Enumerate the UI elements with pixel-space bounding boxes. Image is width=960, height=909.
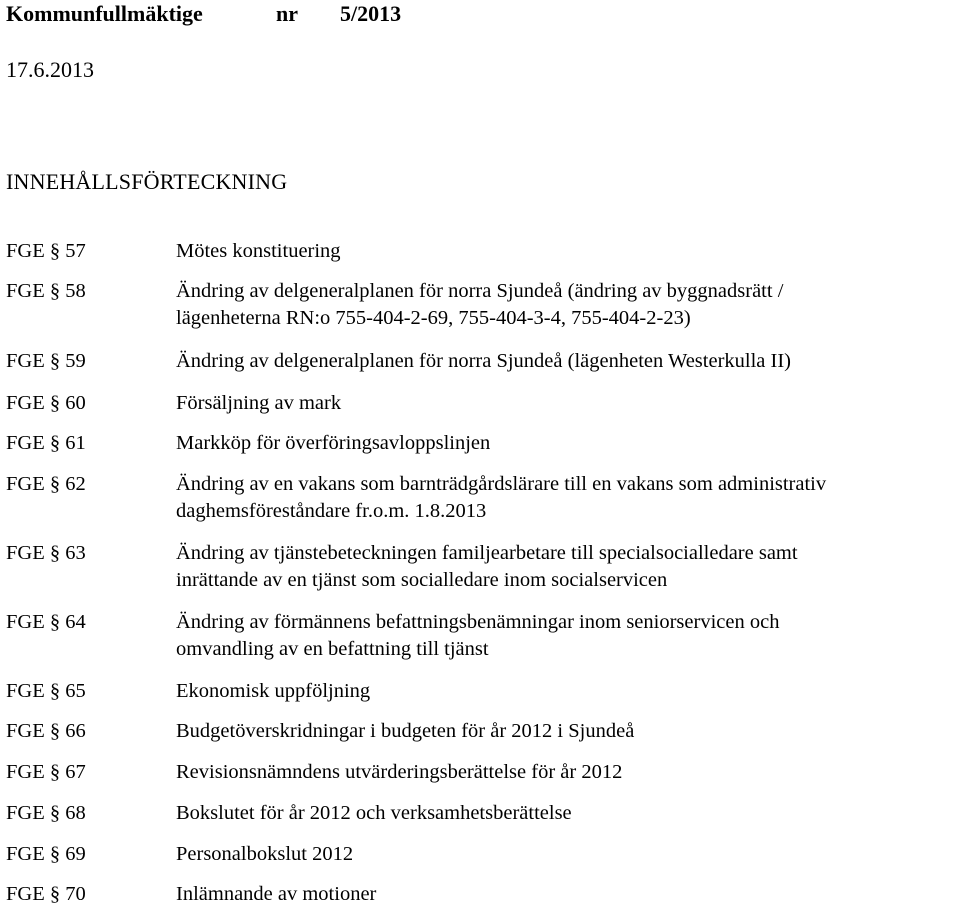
section-title: Ändring av delgeneralplanen för norra Sjundeå (lägenheten Westerkulla II) [176,350,791,372]
section-code: FGE § 68 [6,802,86,824]
section-title: Personalbokslut 2012 [176,843,354,865]
section-title: Inlämnande av motioner [176,883,377,905]
section-code: FGE § 62 [6,473,86,495]
section-title: Ändring av tjänstebeteckningen familjearbetare till specialsocialledare samt inrättande av en tjänst som socialledare inom socialservicen [176,542,798,591]
section-code: FGE § 70 [6,883,86,905]
section-title: Bokslutet för år 2012 och verksamhetsberättelse [176,802,572,824]
section-code: FGE § 63 [6,542,86,564]
section-code: FGE § 61 [6,432,86,454]
section-code: FGE § 59 [6,350,86,372]
section-code: FGE § 60 [6,392,86,414]
section-title: Ändring av en vakans som barnträdgårdslärare till en vakans som administrativ daghemsföreståndare fr.o.m. 1.8.2013 [176,473,827,522]
section-title: Försäljning av mark [176,392,342,414]
meeting-number: 5/2013 [340,1,402,26]
section-code: FGE § 67 [6,761,86,783]
section-code: FGE § 57 [6,240,86,262]
meeting-date: 17.6.2013 [6,57,94,82]
section-code: FGE § 58 [6,280,86,302]
number-label: nr [276,1,298,26]
body-name: Kommunfullmäktige [6,1,203,26]
document-header [6,0,401,28]
section-code: FGE § 64 [6,611,86,633]
section-title: Ändring av förmännens befattningsbenämningar inom seniorservicen och omvandling av en befattning till tjänst [176,611,780,660]
section-title: Ändring av delgeneralplanen för norra Sjundeå (ändring av byggnadsrätt / lägenheterna RN:o 755-404-2-69, 755-404-3-4, 755-404-2-23) [176,280,784,329]
section-title: Markköp för överföringsavloppslinjen [176,432,491,454]
section-title: Revisionsnämndens utvärderingsberättelse för år 2012 [176,761,623,783]
section-code: FGE § 69 [6,843,86,865]
section-title: Budgetöverskridningar i budgeten för år 2012 i Sjundeå [176,720,635,742]
section-code: FGE § 65 [6,680,86,702]
toc-heading: INNEHÅLLSFÖRTECKNING [6,169,288,194]
section-title: Mötes konstituering [176,240,341,262]
section-title: Ekonomisk uppföljning [176,680,371,702]
section-code: FGE § 66 [6,720,86,742]
